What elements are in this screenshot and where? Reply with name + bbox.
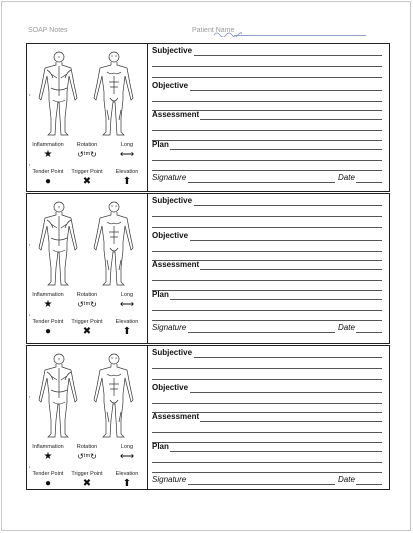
legend-tender-point	[28, 471, 68, 489]
star-icon: ★	[43, 299, 53, 310]
page-title: SOAP Notes	[28, 27, 68, 34]
plan-label: Plan	[152, 140, 169, 149]
up-arrow-icon: ⬆	[122, 478, 132, 489]
assessment-label: Assessment	[152, 412, 200, 421]
assessment-line[interactable]	[200, 421, 382, 422]
body-chart-panel	[27, 194, 148, 343]
legend-row-bottom	[27, 169, 148, 193]
legend-row-top	[27, 292, 148, 316]
legend-inflammation	[28, 292, 68, 310]
up-arrow-icon: ⬆	[122, 176, 132, 187]
soap-note-block-2	[26, 193, 390, 344]
rotation-arrows-icon: ↺ᵗᵐ↻	[77, 452, 97, 461]
body-diagram-icon[interactable]	[29, 48, 146, 138]
star-icon: ★	[43, 149, 53, 160]
double-arrow-icon: ⟷	[119, 299, 135, 310]
body-chart-panel	[27, 44, 148, 191]
legend-label: Trigger Point	[71, 471, 103, 477]
assessment-label: Assessment	[152, 260, 200, 269]
soap-note-block-1	[26, 43, 390, 192]
subjective-line[interactable]	[194, 205, 382, 206]
plan-line[interactable]	[152, 170, 382, 171]
plan-line[interactable]	[152, 472, 382, 473]
legend-row-top	[27, 142, 148, 166]
tick-mark: •	[29, 162, 31, 167]
double-arrow-icon: ⟷	[119, 149, 135, 160]
body-diagram-icon[interactable]	[29, 198, 146, 288]
date-line[interactable]	[356, 332, 382, 333]
subjective-line[interactable]	[152, 66, 382, 67]
assessment-line[interactable]	[152, 280, 382, 281]
assessment-label: Assessment	[152, 110, 200, 119]
plan-line[interactable]	[152, 310, 382, 311]
body-chart-panel	[27, 346, 148, 489]
signature-label: Signature	[152, 173, 187, 182]
dot-icon: ●	[44, 176, 52, 187]
legend-row-bottom	[27, 471, 148, 495]
legend-label: Rotation	[76, 292, 98, 298]
objective-label: Objective	[152, 231, 189, 240]
legend-label: Rotation	[76, 142, 98, 148]
legend-trigger-point	[67, 169, 107, 187]
legend-trigger-point	[67, 471, 107, 489]
date-label: Date	[338, 323, 355, 332]
notes-panel	[148, 44, 389, 191]
subjective-label: Subjective	[152, 46, 193, 55]
tick-mark: •	[29, 242, 31, 247]
legend-row-bottom	[27, 319, 148, 343]
subjective-line[interactable]	[194, 357, 382, 358]
legend-label: Long	[120, 142, 134, 148]
legend-inflammation	[28, 444, 68, 462]
legend-label: Long	[120, 292, 134, 298]
legend-label: Tender Point	[32, 319, 64, 325]
x-mark-icon: ✖	[82, 478, 92, 489]
legend-label: Inflammation	[32, 142, 64, 148]
signature-label: Signature	[152, 475, 187, 484]
patient-name-line[interactable]	[234, 35, 366, 36]
legend-label: Inflammation	[32, 444, 64, 450]
legend-tender-point	[28, 169, 68, 187]
legend-label: Trigger Point	[71, 169, 103, 175]
subjective-line[interactable]	[152, 77, 382, 78]
plan-line[interactable]	[170, 149, 382, 150]
subjective-line[interactable]	[194, 55, 382, 56]
objective-label: Objective	[152, 383, 189, 392]
legend-rotation	[67, 292, 107, 310]
legend-tender-point	[28, 319, 68, 337]
assessment-line[interactable]	[152, 432, 382, 433]
plan-line[interactable]	[152, 462, 382, 463]
subjective-line[interactable]	[152, 227, 382, 228]
objective-line[interactable]	[152, 251, 382, 252]
dot-icon: ●	[44, 478, 52, 489]
date-label: Date	[338, 173, 355, 182]
legend-label: Elevation	[115, 471, 139, 477]
handwriting-scribble-icon	[214, 31, 242, 37]
legend-rotation	[67, 142, 107, 160]
rotation-arrows-icon: ↺ᵗᵐ↻	[77, 300, 97, 309]
objective-line[interactable]	[152, 403, 382, 404]
date-line[interactable]	[356, 182, 382, 183]
patient-name-label: Patient Name	[192, 27, 235, 34]
plan-line[interactable]	[152, 320, 382, 321]
plan-line[interactable]	[152, 160, 382, 161]
signature-line[interactable]	[188, 182, 335, 183]
subjective-line[interactable]	[152, 368, 382, 369]
signature-line[interactable]	[188, 484, 335, 485]
assessment-line[interactable]	[152, 130, 382, 131]
legend-elevation	[107, 169, 147, 187]
objective-label: Objective	[152, 81, 189, 90]
objective-line[interactable]	[190, 392, 382, 393]
plan-line[interactable]	[170, 299, 382, 300]
star-icon: ★	[43, 451, 53, 462]
subjective-line[interactable]	[152, 216, 382, 217]
up-arrow-icon: ⬆	[122, 326, 132, 337]
assessment-line[interactable]	[152, 140, 382, 141]
double-arrow-icon: ⟷	[119, 451, 135, 462]
legend-elevation	[107, 471, 147, 489]
assessment-line[interactable]	[200, 269, 382, 270]
assessment-line[interactable]	[200, 119, 382, 120]
date-label: Date	[338, 475, 355, 484]
legend-label: Elevation	[115, 169, 139, 175]
legend-rotation	[67, 444, 107, 462]
legend-row-top	[27, 444, 148, 468]
tick-mark: •	[29, 92, 31, 97]
objective-line[interactable]	[190, 90, 382, 91]
body-diagram-icon[interactable]	[29, 350, 146, 440]
tick-mark: •	[29, 394, 31, 399]
legend-label: Tender Point	[32, 471, 64, 477]
legend-label: Elevation	[115, 319, 139, 325]
notes-panel	[148, 194, 389, 343]
legend-long	[107, 142, 147, 160]
legend-long	[107, 292, 147, 310]
rotation-arrows-icon: ↺ᵗᵐ↻	[77, 150, 97, 159]
legend-inflammation	[28, 142, 68, 160]
subjective-label: Subjective	[152, 196, 193, 205]
legend-trigger-point	[67, 319, 107, 337]
notes-panel	[148, 346, 389, 489]
assessment-line[interactable]	[152, 442, 382, 443]
x-mark-icon: ✖	[82, 326, 92, 337]
subjective-label: Subjective	[152, 348, 193, 357]
legend-label: Tender Point	[32, 169, 64, 175]
objective-line[interactable]	[190, 240, 382, 241]
date-line[interactable]	[356, 484, 382, 485]
signature-line[interactable]	[188, 332, 335, 333]
objective-line[interactable]	[152, 101, 382, 102]
legend-elevation	[107, 319, 147, 337]
signature-label: Signature	[152, 323, 187, 332]
legend-label: Rotation	[76, 444, 98, 450]
tick-mark: •	[29, 464, 31, 469]
legend-label: Trigger Point	[71, 319, 103, 325]
legend-label: Inflammation	[32, 292, 64, 298]
plan-line[interactable]	[170, 451, 382, 452]
legend-long	[107, 444, 147, 462]
plan-label: Plan	[152, 290, 169, 299]
soap-note-block-3	[26, 345, 390, 490]
tick-mark: •	[29, 312, 31, 317]
assessment-line[interactable]	[152, 290, 382, 291]
plan-label: Plan	[152, 442, 169, 451]
dot-icon: ●	[44, 326, 52, 337]
subjective-line[interactable]	[152, 379, 382, 380]
x-mark-icon: ✖	[82, 176, 92, 187]
legend-label: Long	[120, 444, 134, 450]
